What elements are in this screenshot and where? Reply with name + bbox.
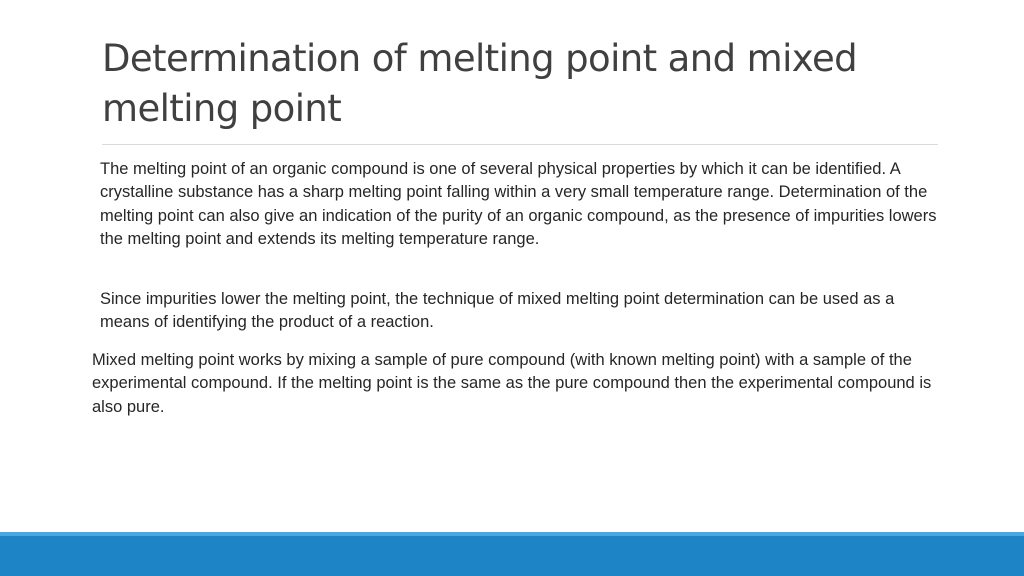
slide-title: Determination of melting point and mixed melting point (102, 37, 857, 130)
body-paragraph-2: Since impurities lower the melting point, the technique of mixed melting point determination can be used as a means of identifying the product of a reaction. (100, 290, 895, 332)
footer-band (0, 536, 1024, 576)
title-divider (102, 144, 938, 145)
body-paragraph-3: Mixed melting point works by mixing a sample of pure compound (with known melting point) with a sample of the experimental compound. If the melting point is the same as the pure compound then the experimental compound is also pure. (92, 351, 932, 416)
body-paragraph-1: The melting point of an organic compound is one of several physical properties by which it can be identified. A crystalline substance has a sharp melting point falling within a very small temperature range. Determination of the melting point can also give an indication of the purity of an organic compound, as the presence of impurities lowers the melting point and extends its melting temperature range. (100, 160, 937, 248)
